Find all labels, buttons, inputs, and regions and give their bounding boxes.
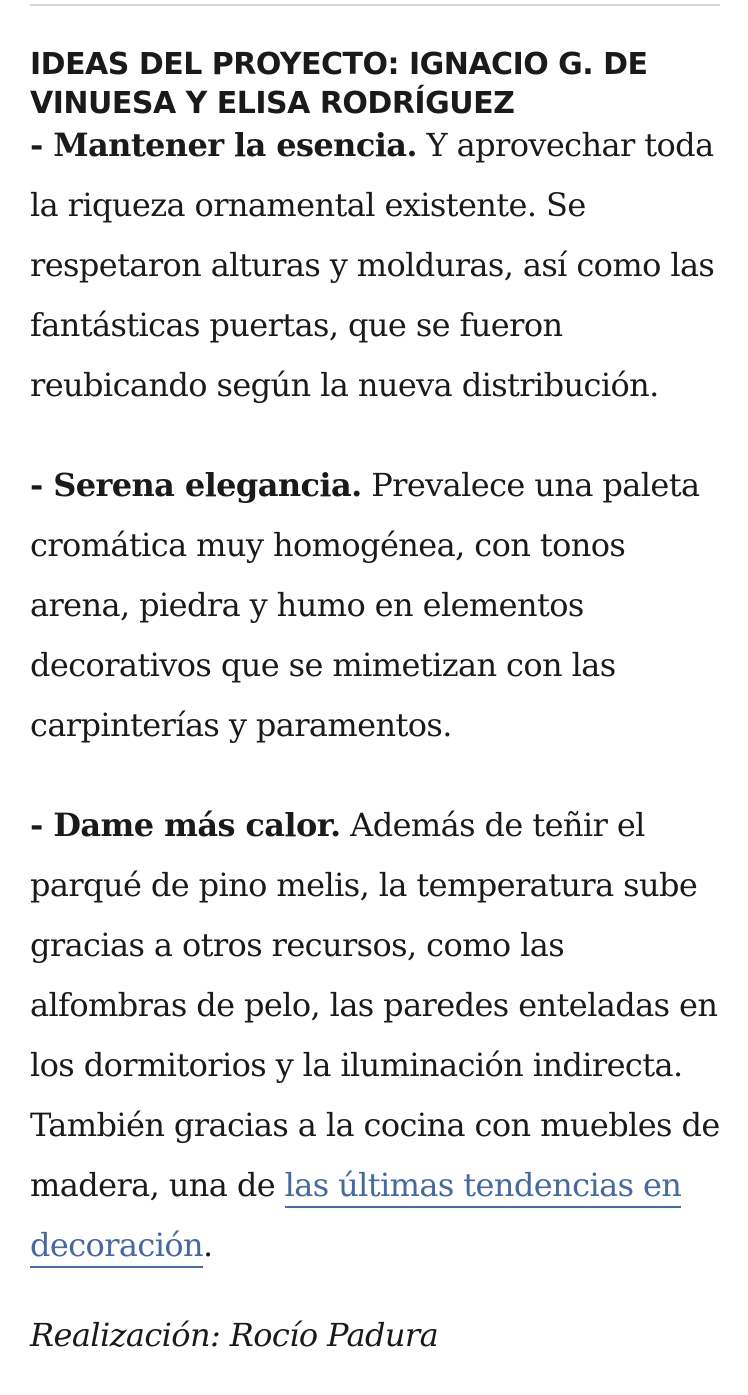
- paragraph-calor: [30, 795, 730, 1275]
- paragraph-text: Prevalece una paleta cromática muy homogénea, con tonos arena, piedra y humo en elementos decorativos que se mimetizan con las carpinterías y paramentos.: [30, 466, 700, 744]
- paragraph-lead: - Dame más calor.: [30, 806, 341, 844]
- paragraph-lead: - Serena elegancia.: [30, 466, 362, 504]
- paragraph-elegancia: [30, 455, 730, 755]
- top-divider: [30, 4, 720, 6]
- credit-line: Realización: Rocío Padura: [30, 1316, 439, 1354]
- paragraph-esencia: [30, 115, 730, 415]
- section-heading: IDEAS DEL PROYECTO: IGNACIO G. DE VINUESA Y ELISA RODRÍGUEZ: [30, 47, 648, 121]
- paragraph-text: Además de teñir el parqué de pino melis, la temperatura sube gracias a otros recursos, como las alfombras de pelo, las paredes enteladas en los dormitorios y la iluminación indirecta. También gracias a la cocina con muebles de madera, una de: [30, 806, 720, 1204]
- tendencias-link[interactable]: las últimas tendencias en decoración: [30, 1166, 681, 1268]
- article-body: [30, 45, 730, 1355]
- paragraph-end: .: [203, 1226, 213, 1264]
- paragraph-text: Y aprovechar toda la riqueza ornamental existente. Se respetaron alturas y molduras, así como las fantásticas puertas, que se fueron reubicando según la nueva distribución.: [30, 126, 715, 404]
- paragraph-lead: - Mantener la esencia.: [30, 126, 417, 164]
